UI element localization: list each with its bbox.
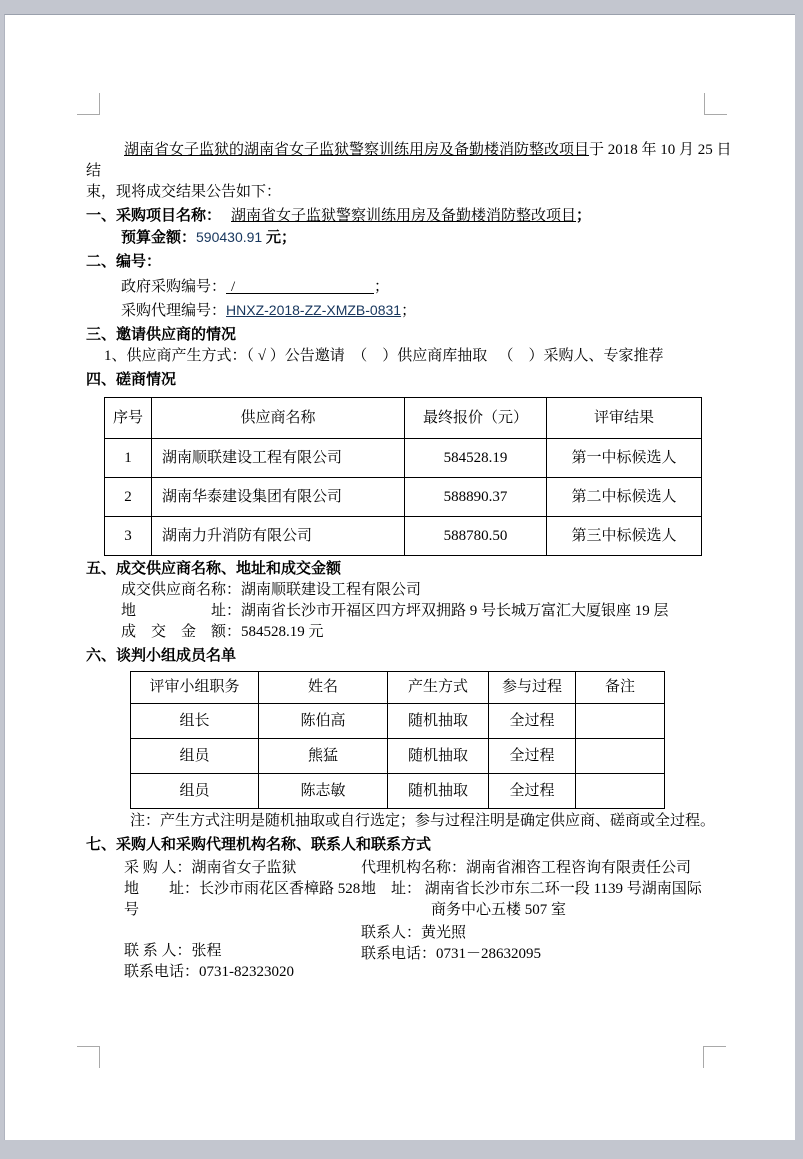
bid-table-row <box>105 439 702 478</box>
section-1-line <box>86 206 745 227</box>
purchaser-contact-line: 联 系 人：张程 <box>124 943 222 959</box>
bid-table-row <box>105 517 702 556</box>
gov-number-suffix: ； <box>374 279 390 295</box>
purchaser-address-line: 地 址：长沙市雨花区香樟路 528 号 <box>124 881 361 918</box>
panel-cell-method: 随机抽取 <box>388 774 489 809</box>
bid-header-supplier: 供应商名称 <box>152 398 405 439</box>
gov-number-label: 政府采购编号： <box>121 279 227 295</box>
contacts-columns <box>86 858 745 983</box>
panel-cell-remark <box>576 774 665 809</box>
agency-phone-line: 联系电话：0731－28632095 <box>361 946 542 962</box>
intro-underlined-project: 湖南省女子监狱的湖南省女子监狱警察训练用房及备勤楼消防整改项目 <box>124 142 590 158</box>
project-name-suffix: ； <box>576 208 592 224</box>
panel-table-row <box>131 774 665 809</box>
bid-header-result: 评审结果 <box>547 398 702 439</box>
crop-mark-bottom-right-icon <box>703 1046 726 1068</box>
agency-number-line <box>121 300 745 322</box>
document-content <box>86 140 745 983</box>
budget-value: 590430.91 <box>196 229 263 245</box>
agency-column <box>361 858 711 983</box>
panel-cell-role: 组员 <box>131 774 259 809</box>
crop-mark-top-left-icon <box>77 93 100 115</box>
bid-cell-index: 2 <box>105 478 152 517</box>
bid-cell-supplier: 湖南华泰建设集团有限公司 <box>152 478 405 517</box>
bid-header-index: 序号 <box>105 398 152 439</box>
panel-cell-remark <box>576 739 665 774</box>
section-6-heading: 六、谈判小组成员名单 <box>86 648 237 664</box>
panel-table-row <box>131 739 665 774</box>
crop-mark-top-right-icon <box>704 93 727 115</box>
document-page <box>4 14 795 1140</box>
panel-cell-name: 陈志敏 <box>259 774 388 809</box>
bid-cell-supplier: 湖南力升消防有限公司 <box>152 517 405 556</box>
intro-paragraph-line2: 束，现将成交结果公告如下： <box>86 184 282 200</box>
agency-number-suffix: ； <box>401 303 417 319</box>
panel-cell-role: 组长 <box>131 704 259 739</box>
agency-address-line <box>361 879 711 921</box>
panel-cell-participation: 全过程 <box>489 704 576 739</box>
panel-cell-method: 随机抽取 <box>388 704 489 739</box>
intro-paragraph-line1 <box>86 140 745 182</box>
panel-note: 注：产生方式注明是随机抽取或自行选定；参与过程注明是确定供应商、磋商或全过程。 <box>130 813 716 829</box>
section-1-heading: 一、采购项目名称： <box>86 208 222 224</box>
section-5-heading: 五、成交供应商名称、地址和成交金额 <box>86 561 342 577</box>
bid-cell-index: 1 <box>105 439 152 478</box>
bid-cell-result: 第一中标候选人 <box>547 439 702 478</box>
purchaser-phone-line: 联系电话：0731-82323020 <box>124 964 294 980</box>
crop-mark-bottom-left-icon <box>77 1046 100 1068</box>
bid-cell-price: 588890.37 <box>405 478 547 517</box>
bid-cell-result: 第二中标候选人 <box>547 478 702 517</box>
panel-cell-name: 陈伯高 <box>259 704 388 739</box>
agency-address-label: 地 址： <box>361 881 422 897</box>
section-4-heading: 四、磋商情况 <box>86 372 177 388</box>
winner-name-line: 成交供应商名称：湖南顺联建设工程有限公司 <box>121 582 422 598</box>
budget-label: 预算金额： <box>121 230 197 246</box>
gov-procurement-number-line <box>121 277 745 298</box>
agency-name-line: 代理机构名称：湖南省湘咨工程咨询有限责任公司 <box>361 860 692 876</box>
purchaser-column <box>124 858 361 983</box>
section-3-heading: 三、邀请供应商的情况 <box>86 327 237 343</box>
panel-header-role: 评审小组职务 <box>131 672 259 704</box>
panel-header-participation: 参与过程 <box>489 672 576 704</box>
project-name: 湖南省女子监狱警察训练用房及备勤楼消防整改项目 <box>231 208 577 224</box>
bid-cell-price: 584528.19 <box>405 439 547 478</box>
purchaser-name-line: 采 购 人：湖南省女子监狱 <box>124 860 297 876</box>
panel-header-method: 产生方式 <box>388 672 489 704</box>
winner-amount-line: 成 交 金 额：584528.19 元 <box>121 624 324 640</box>
bid-results-table <box>104 397 702 556</box>
panel-cell-participation: 全过程 <box>489 774 576 809</box>
bid-table-header-row <box>105 398 702 439</box>
agency-contact-line: 联系人：黄光照 <box>361 925 467 941</box>
winner-address-line: 地 址：湖南省长沙市开福区四方坪双拥路 9 号长城万富汇大厦银座 19 层 <box>121 603 669 619</box>
panel-cell-method: 随机抽取 <box>388 739 489 774</box>
agency-number-label: 采购代理编号： <box>121 303 227 319</box>
bid-cell-price: 588780.50 <box>405 517 547 556</box>
bid-cell-index: 3 <box>105 517 152 556</box>
bid-cell-supplier: 湖南顺联建设工程有限公司 <box>152 439 405 478</box>
budget-line <box>121 227 745 249</box>
panel-table-header-row <box>131 672 665 704</box>
supplier-selection-line: 1、供应商产生方式：（ √ ）公告邀请 （ ）供应商库抽取 （ ）采购人、专家推荐 <box>104 348 664 364</box>
agency-number-value: HNXZ-2018-ZZ-XMZB-0831 <box>226 302 402 318</box>
gov-number-blank <box>226 277 374 294</box>
agency-address-value: 湖南省长沙市东二环一段 1139 号湖南国际商务中心五楼 507 室 <box>424 881 702 918</box>
panel-table-row <box>131 704 665 739</box>
section-2-heading: 二、编号： <box>86 254 162 270</box>
budget-suffix: 元； <box>265 230 296 246</box>
panel-cell-role: 组员 <box>131 739 259 774</box>
panel-header-name: 姓名 <box>259 672 388 704</box>
panel-cell-participation: 全过程 <box>489 739 576 774</box>
section-7-heading: 七、采购人和采购代理机构名称、联系人和联系方式 <box>86 837 432 853</box>
bid-table-row <box>105 478 702 517</box>
panel-header-remark: 备注 <box>576 672 665 704</box>
gov-number-value: / <box>231 279 236 295</box>
bid-header-price: 最终报价（元） <box>405 398 547 439</box>
intro-date-text: 于 2018 年 10 月 25 日结 <box>86 142 732 179</box>
panel-cell-remark <box>576 704 665 739</box>
panel-cell-name: 熊猛 <box>259 739 388 774</box>
bid-cell-result: 第三中标候选人 <box>547 517 702 556</box>
negotiation-panel-table <box>130 671 665 809</box>
